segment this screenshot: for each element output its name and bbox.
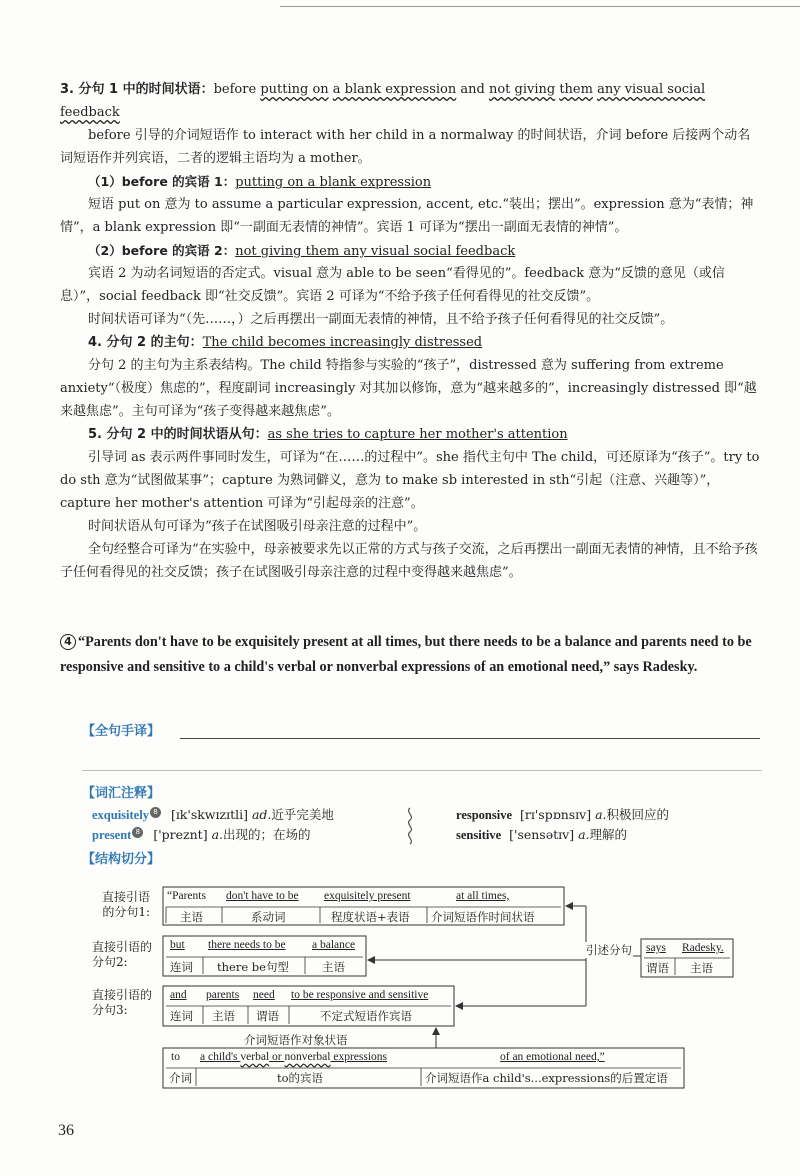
frequency-star-icon: 8 <box>150 807 161 818</box>
says-word: says <box>646 942 666 954</box>
tag-translate: 【全句手译】 <box>82 724 161 739</box>
sentence-4-text: “Parents don't have to be exquisitely present at all times, but there needs to be a balance and parents need to be responsive and sensitive to a child's verbal or nonverbal expressions of an emotional need,” says Radesky. <box>60 634 752 675</box>
sentence-4 <box>60 630 760 680</box>
section5-heading: 5. 分句 2 中的时间状语从句：as she tries to capture her mother's attention <box>88 427 568 442</box>
says-predicate-label: 谓语 <box>646 961 669 975</box>
section3-para1: before 引导的介词短语作 to interact with her child in a normalway 的时间状语，介词 before 后接两个动名词短语作并列宾语，二者的逻辑主语均为 a mother。 <box>60 128 751 166</box>
radesky-word: Radesky. <box>682 942 724 954</box>
row3-and: and <box>170 989 187 1001</box>
row4-preposition-label: 介词 <box>169 1071 192 1085</box>
divider <box>82 770 762 771</box>
row3-need: need <box>253 989 275 1001</box>
row2-conjunction-label: 连词 <box>170 960 193 974</box>
row4-attributive-label: 介词短语作a child's...expressions的后置定语 <box>425 1071 668 1085</box>
row2-but: but <box>170 939 185 951</box>
page-number: 36 <box>58 1122 74 1139</box>
row1-exquisitely-present: exquisitely present <box>324 890 411 902</box>
section3-sub1-heading: （1）before 的宾语 1：putting on a blank expression <box>88 174 432 190</box>
bracket-divider-icon <box>402 806 418 846</box>
vocab-item-exquisitely: exquisitely 8 [ɪk'skwɪzɪtli] ad.近乎完美地 <box>92 807 334 822</box>
section4-para: 分句 2 的主句为主系表结构。The child 特指参与实验的“孩子”，distressed 意为 suffering from extreme anxiety“（极度）焦虑的”，程度副词 increasingly 对其加以修饰，意为“越来越多的”，increasingly distressed 即“越来越焦虑”。主句可译为“孩子变得越来越焦虑”。 <box>60 358 757 419</box>
row3-infinitive-label: 不定式短语作宾语 <box>320 1009 412 1023</box>
section5-para: 引导词 as 表示两件事同时发生，可译为“在……的过程中”。she 指代主句中 The child，可还原译为“孩子”。try to do sth 意为“试图做某事”；capture 为熟词僻义，意为 to make sb interested in sth“引起（注意、兴趣等）”，capture her mother's attention 可译为“引起母亲的注意”。 <box>60 450 760 511</box>
row1-predicative-label: 程度状语+表语 <box>331 910 410 924</box>
tag-structure: 【结构切分】 <box>82 852 161 867</box>
says-subject-label: 主语 <box>690 961 713 975</box>
row2-there-needs-to-be: there needs to be <box>208 939 286 951</box>
sentence-number: 4 <box>60 634 76 650</box>
frequency-star-icon: 8 <box>132 827 143 838</box>
row1-parents: “Parents <box>167 890 206 902</box>
row1-subject-label: 主语 <box>180 910 203 924</box>
vocab-item-present: present 8 ['preznt] a.出现的；在场的 <box>92 827 311 842</box>
row3-conjunction-label: 连词 <box>170 1009 193 1023</box>
vocab-item-sensitive: sensitive ['sensətɪv] a.理解的 <box>456 827 628 842</box>
tag-vocab: 【词汇注释】 <box>82 786 161 801</box>
row3-predicate-label: 谓语 <box>256 1009 279 1023</box>
vocab-item-responsive: responsive [rɪ'spɒnsɪv] a.积极回应的 <box>456 807 670 822</box>
object-adverbial-label: 介词短语作对象状语 <box>244 1033 348 1047</box>
quoting-clause-label: 引述分句 <box>586 943 632 957</box>
row1-adverbial-label: 介词短语作时间状语 <box>431 910 535 924</box>
row4-object-label: to的宾语 <box>277 1071 324 1085</box>
section5-full-translation: 全句经整合可译为“在实验中，母亲被要求先以正常的方式与孩子交流，之后再摆出一副面无表情的神情，且不给予孩子任何看得见的社交反馈；孩子在试图吸引母亲注意的过程中变得越来越焦虑”。 <box>60 542 758 580</box>
section3-heading: 3. 分句 1 中的时间状语：before putting on a blank expression and not giving them any visual social feedback <box>60 82 706 120</box>
header-rule <box>280 6 800 7</box>
label-clause3: 直接引语的 分句3: <box>92 988 153 1017</box>
section5-summary: 时间状语从句可译为“孩子在试图吸引母亲注意的过程中”。 <box>88 519 427 534</box>
row1-at-all-times: at all times, <box>456 890 510 902</box>
section3-sub2-heading: （2）before 的宾语 2：not giving them any visual social feedback <box>88 243 516 259</box>
structure-diagram <box>0 880 800 1110</box>
row1-dont-have-to-be: don't have to be <box>226 890 299 902</box>
label-clause2: 直接引语的 分句2: <box>92 940 153 969</box>
row3-subject-label: 主语 <box>212 1009 235 1023</box>
row2-subject-label: 主语 <box>322 960 345 974</box>
section3-summary: 时间状语可译为“（先……，）之后再摆出一副面无表情的神情，且不给予孩子任何看得见的社交反馈”。 <box>88 312 674 327</box>
row2-a-balance: a balance <box>312 939 356 951</box>
row3-parents: parents <box>206 989 240 1001</box>
row4-expressions: a child's verbal or nonverbal expressions <box>200 1051 388 1063</box>
label-clause1: 直接引语 的分句1: <box>102 890 151 919</box>
translate-answer-line[interactable] <box>180 738 760 739</box>
row4-of-an-emotional-need: of an emotional need,” <box>500 1051 605 1063</box>
row4-to: to <box>171 1051 180 1063</box>
section3-sub1-para: 短语 put on 意为 to assume a particular expression, accent, etc.“装出；摆出”。expression 意为“表情；神情”，a blank expression 即“一副面无表情的神情”。宾语 1 可译为“摆出一副面无表情的神情”。 <box>60 197 754 235</box>
row3-to-be-responsive: to be responsive and sensitive <box>291 989 429 1001</box>
row1-linking-verb-label: 系动词 <box>251 910 286 924</box>
section3-sub2-para: 宾语 2 为动名词短语的否定式。visual 意为 able to be seen“看得见的”。feedback 意为“反馈的意见（或信息）”，social feedback 即“社交反馈”。宾语 2 可译为“不给予孩子任何看得见的社交反馈”。 <box>60 266 725 304</box>
row2-there-be-label: there be句型 <box>217 960 289 974</box>
section4-heading: 4. 分句 2 的主句：The child becomes increasingly distressed <box>88 335 483 350</box>
